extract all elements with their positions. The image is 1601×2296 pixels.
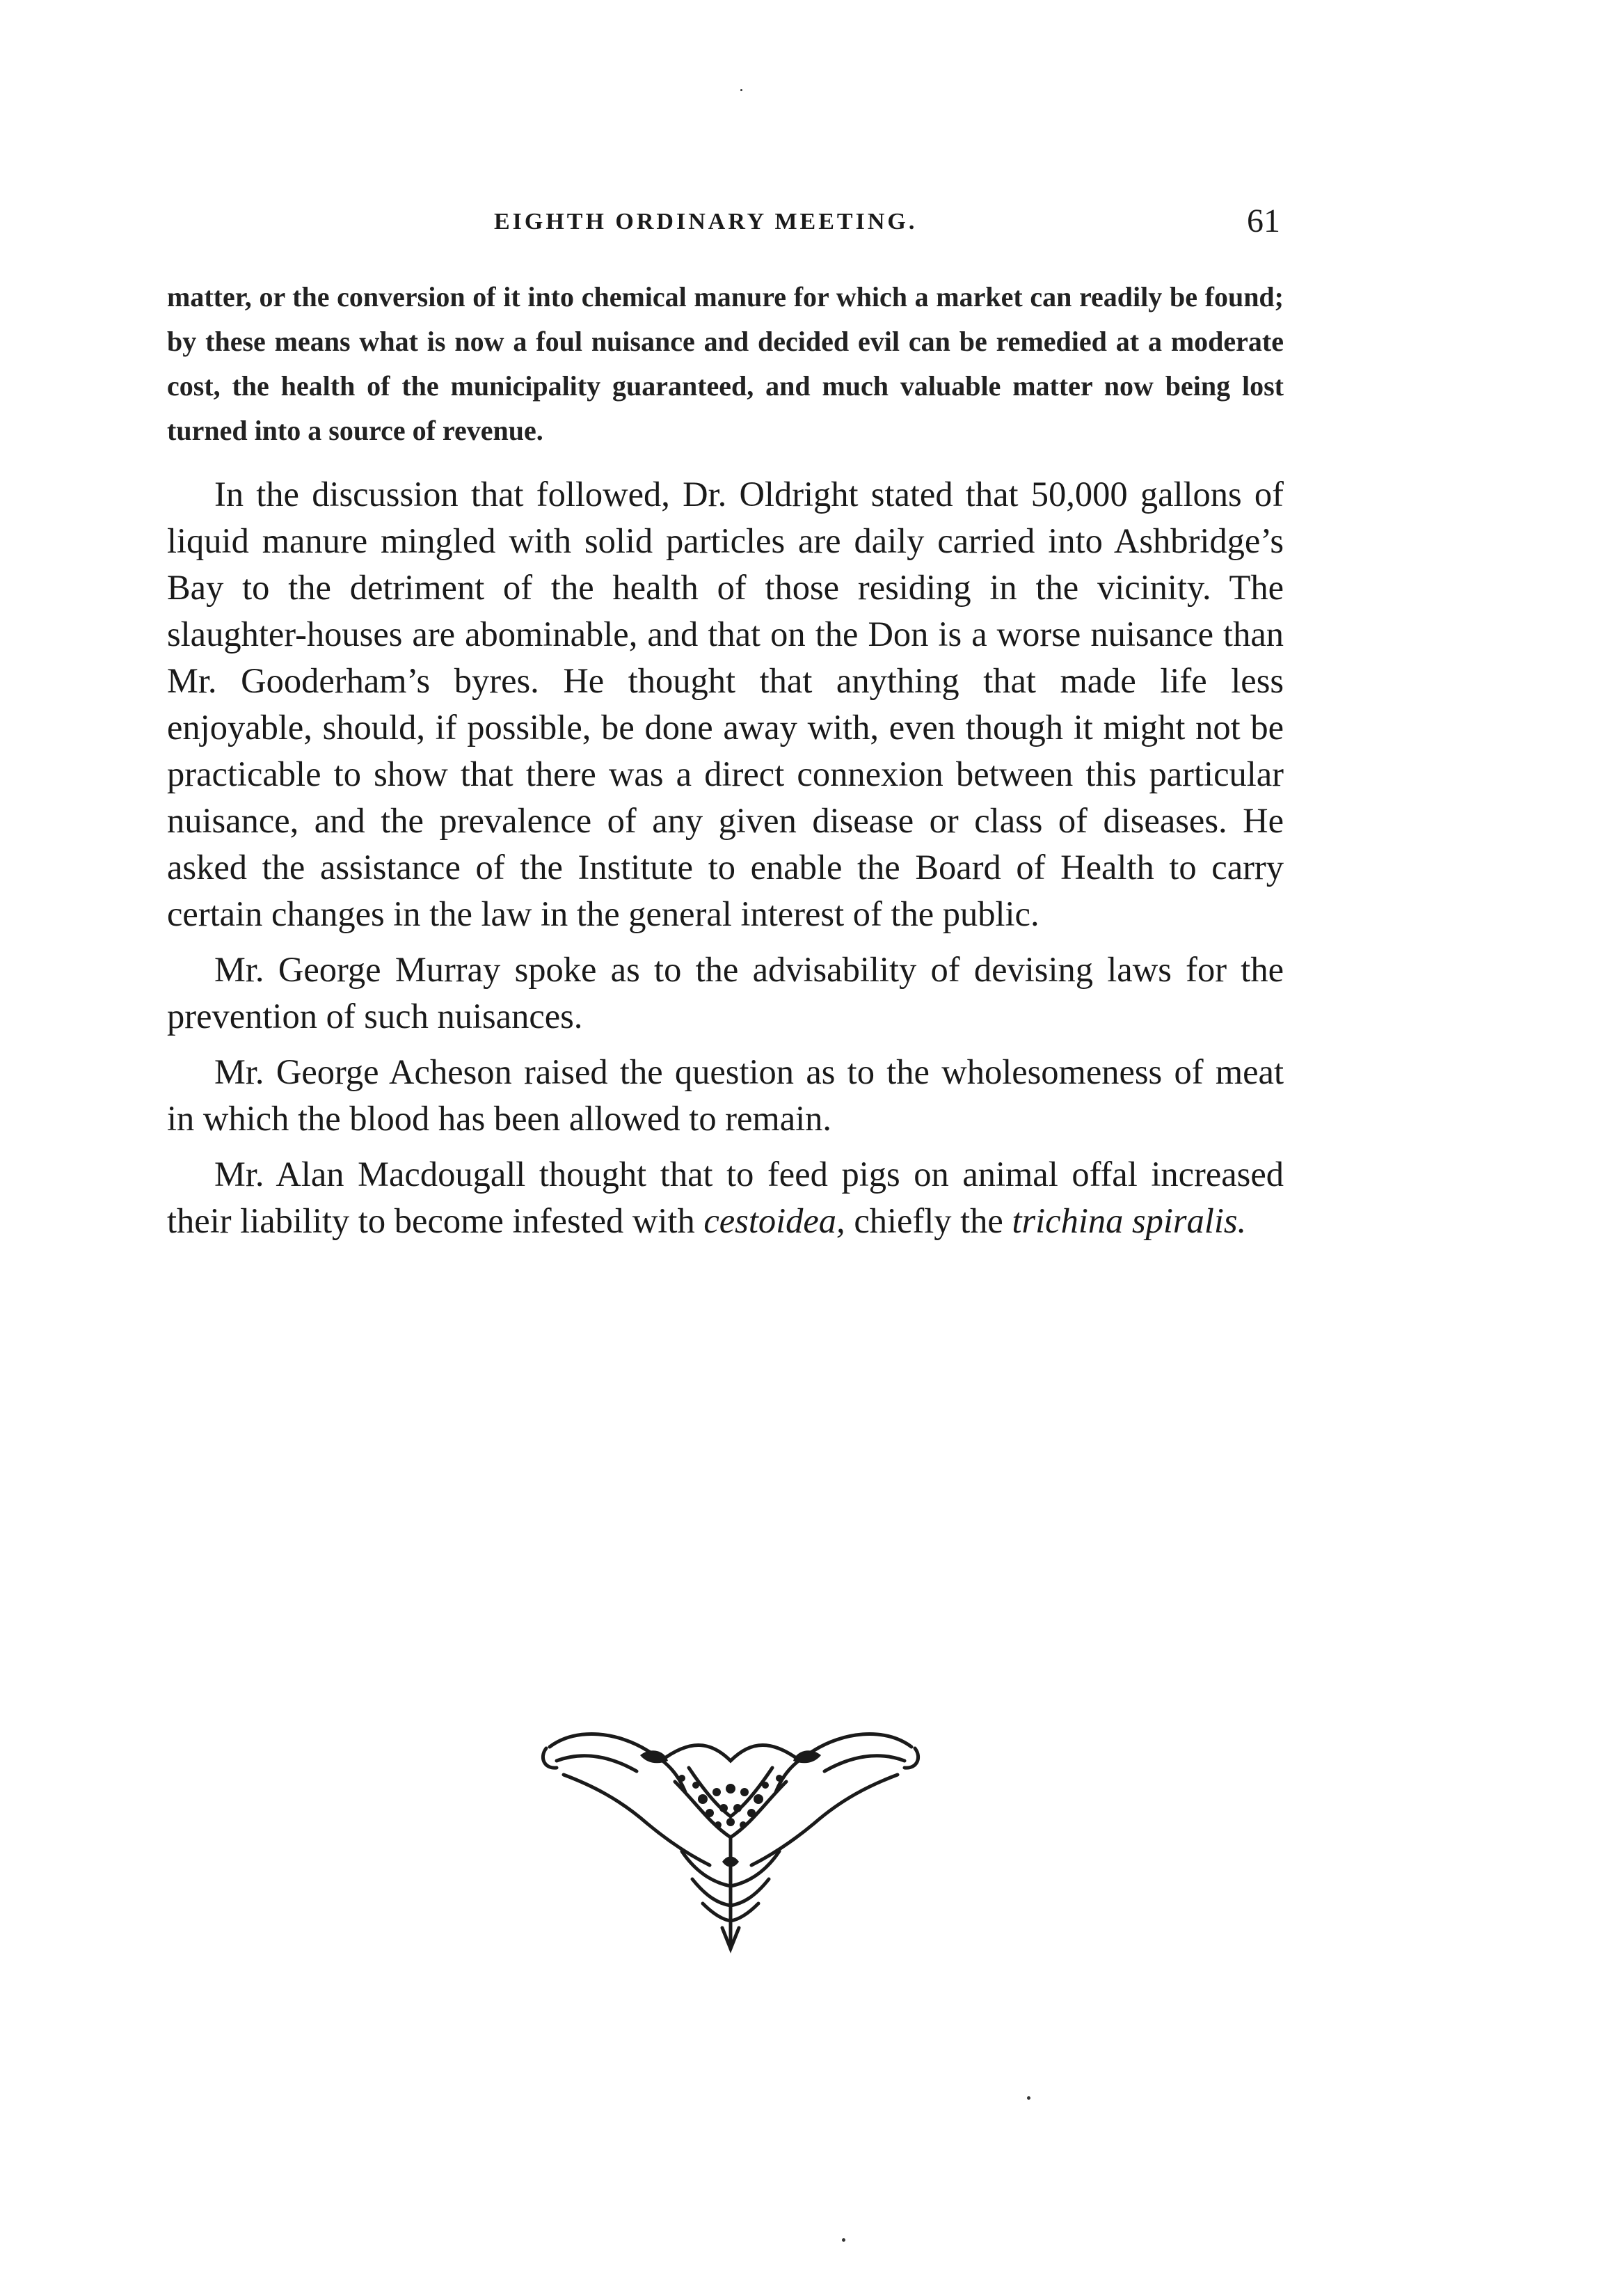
- macdougall-text-start: Mr. Alan Macdougall thought that to feed pigs on animal offal increased their liability to become infested with: [167, 1155, 1284, 1240]
- paragraph-murray: Mr. George Murray spoke as to the advisability of devising laws for the prevention of such nuisances.: [167, 950, 1284, 1036]
- continuation-paragraph: matter, or the conversion of it into chemical manure for which a market can readily be found; by these means what is now a foul nuisance and decided evil can be remedied at a moderate cost, the health of the municipality guaranteed, and much valuable matter now being lost turned into a source of revenue.: [167, 281, 1284, 446]
- running-head: [167, 202, 1294, 244]
- print-speck: [740, 89, 742, 91]
- term-trichina-spiralis: trichina spiralis.: [1012, 1201, 1247, 1240]
- print-speck: [842, 2238, 845, 2242]
- term-cestoidea: cestoidea,: [703, 1201, 845, 1240]
- running-title: EIGHTH ORDINARY MEETING.: [494, 209, 918, 235]
- paragraph-acheson: Mr. George Acheson raised the question as to the wholesomeness of meat in which the blood has been allowed to remain.: [167, 1052, 1284, 1138]
- macdougall-text-middle: chiefly the: [845, 1201, 1012, 1240]
- paragraph-oldright: In the discussion that followed, Dr. Oldright stated that 50,000 gallons of liquid manure mingled with solid particles are daily carried into Ashbridge’s Bay to the detriment of the health of those residing in the vicinity. The slaughter-houses are abominable, and that on the Don is a worse nuisance than Mr. Gooderham’s byres. He thought that anything that made life less enjoyable, should, if possible, be done away with, even though it might not be practicable to show that there was a direct connexion between this particular nuisance, and the prevalence of any given disease or class of diseases. He asked the assistance of the Institute to enable the Board of Health to carry certain changes in the law in the general interest of the public.: [167, 475, 1284, 933]
- print-speck: [1027, 2096, 1030, 2100]
- paragraph-macdougall: [167, 1151, 1284, 1244]
- floral-tailpiece-ornament-icon: [536, 1719, 925, 1956]
- page-body: [167, 275, 1284, 1244]
- page-number: 61: [1247, 203, 1280, 239]
